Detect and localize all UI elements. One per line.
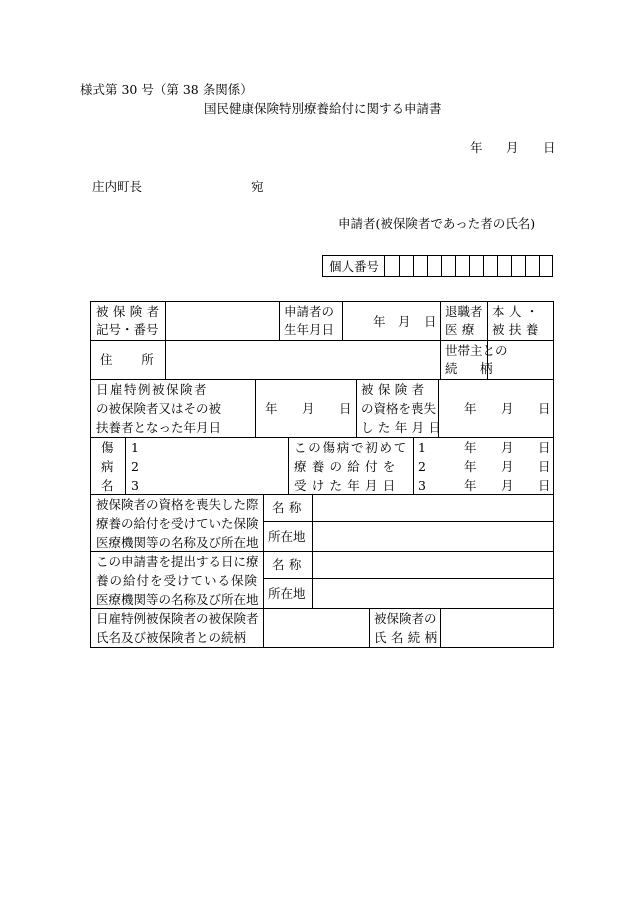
relation-label-1: 被保険者の [374, 611, 437, 626]
retiree-label-1: 退職者 [445, 304, 483, 319]
loss-label-1: 被保険者 [361, 382, 429, 397]
personal-number-label: 個人番号 [329, 259, 380, 274]
retiree-label-2: 医療 [445, 322, 479, 337]
first-day-3: 日 [538, 478, 551, 493]
disease-label-2: 病 [101, 459, 114, 474]
dob-year: 年 [373, 314, 386, 329]
date-month-label: 月 [506, 140, 519, 155]
lost-institution-label-1: 被保険者の資格を喪失した際 [96, 497, 259, 512]
day-insured-name-label-1: 日雇特例被保険者の被保険者 [96, 611, 259, 626]
first-year-3: 年 [464, 478, 477, 493]
disease-label-1: 傷 [101, 440, 114, 455]
head-relation-label-1: 世帯主との [445, 343, 508, 358]
first-treatment-label-2: 療養の給付を [294, 459, 401, 474]
loss-label-3: した年月日 [361, 420, 446, 435]
current-location-label: 所在地 [268, 586, 306, 601]
day-insured-day: 日 [339, 401, 352, 416]
day-insured-month: 月 [302, 401, 315, 416]
head-relation-label-2: 続柄 [445, 361, 516, 376]
dob-label-1: 申請者の [284, 304, 335, 319]
form-number: 様式第 30 号（第 38 条関係） [80, 82, 253, 97]
addressee-name: 庄内町長 [92, 179, 143, 194]
dob-label-2: 生年月日 [284, 322, 335, 337]
first-day-2: 日 [538, 459, 551, 474]
dob-day: 日 [424, 314, 437, 329]
day-insured-name-label-2: 氏名及び被保険者との続柄 [96, 630, 247, 645]
current-institution-label-3: 医療機関等の名称及び所在地 [96, 592, 259, 607]
loss-year: 年 [464, 401, 477, 416]
loss-month: 月 [501, 401, 514, 416]
first-num-1: 1 [418, 440, 426, 455]
first-treatment-label-3: 受けた年月日 [294, 478, 401, 493]
address-label: 住所 [100, 352, 183, 367]
day-insured-label-1: 日雇特例被保険者 [96, 382, 209, 397]
insured-number-label-2: 記号・番号 [96, 322, 159, 337]
current-institution-label-1: この申請書を提出する日に療 [96, 554, 259, 569]
person-type-1: 本人・ [492, 304, 543, 319]
person-type-2: 被扶養 [492, 322, 543, 337]
loss-day: 日 [538, 401, 551, 416]
form-title: 国民健康保険特別療養給付に関する申請書 [204, 101, 442, 116]
day-insured-label-3: 扶養者となった年月日 [96, 420, 222, 435]
day-insured-year: 年 [265, 401, 278, 416]
date-day-label: 日 [543, 140, 556, 155]
addressee-suffix: 宛 [251, 179, 264, 194]
lost-location-label: 所在地 [268, 529, 306, 544]
first-day-1: 日 [538, 440, 551, 455]
insured-number-label-1: 被保険者 [96, 304, 164, 319]
relation-label-2: 氏名続柄 [374, 630, 442, 645]
day-insured-label-2: の被保険者又はその被 [96, 401, 222, 416]
applicant-label: 申請者(被保険者であった者の氏名) [338, 216, 536, 231]
date-year-label: 年 [470, 140, 483, 155]
first-year-2: 年 [464, 459, 477, 474]
first-year-1: 年 [464, 440, 477, 455]
first-num-3: 3 [418, 478, 426, 493]
lost-name-label: 名称 [272, 500, 306, 515]
first-month-3: 月 [501, 478, 514, 493]
lost-institution-label-2: 療養の給付を受けていた保険 [96, 516, 259, 531]
loss-label-2: の資格を喪失 [361, 401, 437, 416]
first-month-1: 月 [501, 440, 514, 455]
disease-num-3: 3 [131, 478, 139, 493]
first-treatment-label-1: この傷病で初めて [294, 440, 409, 455]
current-institution-label-2: 養の給付を受けている保険 [96, 573, 259, 588]
disease-label-3: 名 [101, 478, 114, 493]
disease-num-1: 1 [131, 440, 139, 455]
lost-institution-label-3: 医療機関等の名称及び所在地 [96, 535, 259, 550]
first-month-2: 月 [501, 459, 514, 474]
disease-num-2: 2 [131, 459, 139, 474]
current-name-label: 名称 [272, 557, 306, 572]
dob-month: 月 [398, 314, 411, 329]
first-num-2: 2 [418, 459, 426, 474]
